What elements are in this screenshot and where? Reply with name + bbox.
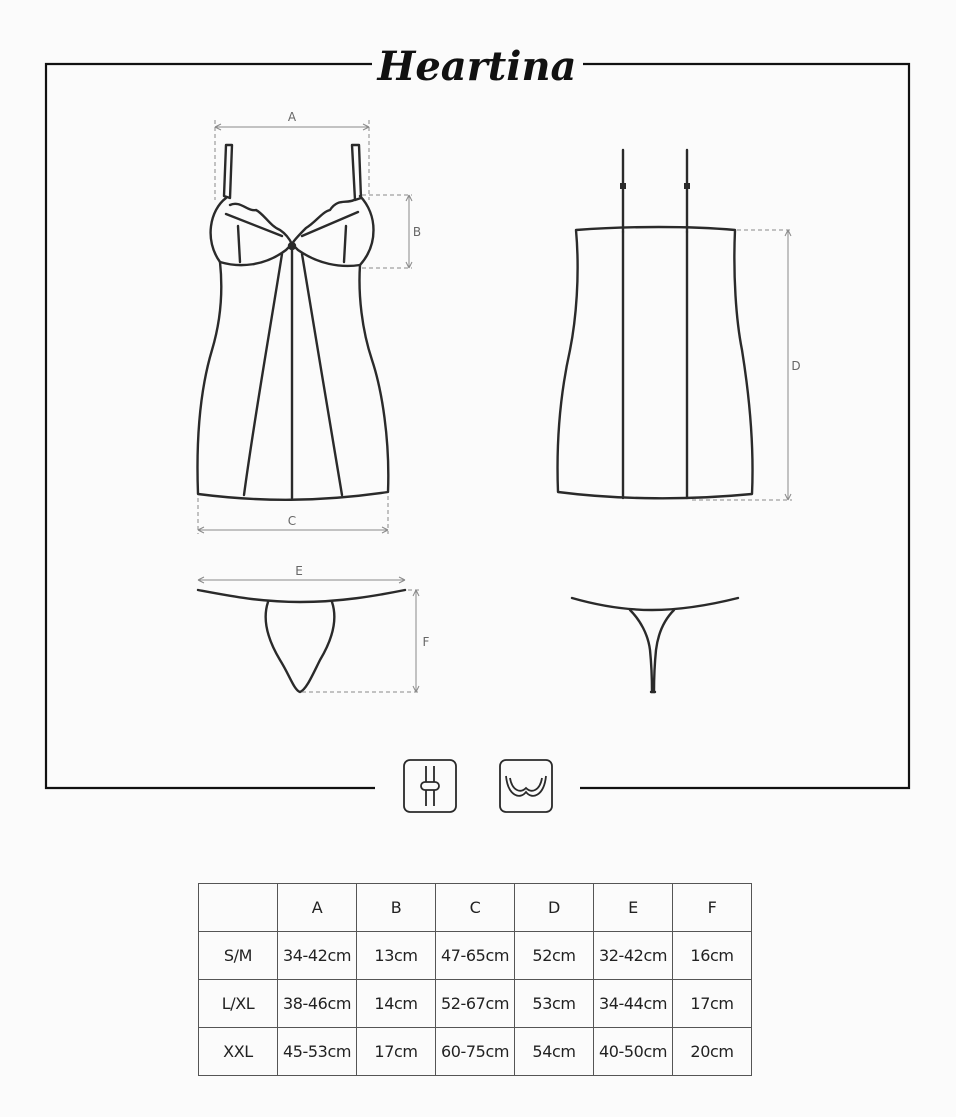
adjustable-strap-icon (404, 760, 456, 812)
size-name-cell: S/M (199, 932, 278, 980)
dim-label-f: F (422, 635, 430, 649)
table-cell: 20cm (673, 1028, 752, 1076)
table-cell: 32-42cm (594, 932, 673, 980)
table-cell: 14cm (357, 980, 436, 1028)
table-cell: 53cm (515, 980, 594, 1028)
size-name-cell: L/XL (199, 980, 278, 1028)
table-header-cell: C (436, 884, 515, 932)
chemise-back-drawing (558, 150, 753, 498)
table-cell: 40-50cm (594, 1028, 673, 1076)
table-row (199, 1028, 752, 1076)
table-cell: 34-44cm (594, 980, 673, 1028)
table-header-cell (199, 884, 278, 932)
dim-label-a: A (287, 110, 297, 124)
table-cell: 47-65cm (436, 932, 515, 980)
dim-label-b: B (412, 225, 422, 239)
dim-label-e: E (295, 564, 303, 578)
table-cell: 45-53cm (278, 1028, 357, 1076)
table-row (199, 980, 752, 1028)
dim-label-c: C (287, 514, 297, 528)
table-cell: 16cm (673, 932, 752, 980)
diagram-frame (46, 64, 909, 788)
table-header-row (199, 884, 752, 932)
dim-label-d: D (791, 359, 801, 373)
table-cell: 52cm (515, 932, 594, 980)
table-header-cell: F (673, 884, 752, 932)
table-row (199, 932, 752, 980)
table-header-cell: B (357, 884, 436, 932)
table-cell: 13cm (357, 932, 436, 980)
size-table (198, 883, 752, 1076)
table-cell: 38-46cm (278, 980, 357, 1028)
size-name-cell: XXL (199, 1028, 278, 1076)
thong-front-drawing (198, 590, 405, 692)
table-cell: 52-67cm (436, 980, 515, 1028)
table-cell: 17cm (673, 980, 752, 1028)
table-cell: 60-75cm (436, 1028, 515, 1076)
underwire-cups-icon (500, 760, 552, 812)
chemise-front-drawing (198, 145, 389, 500)
table-header-cell: D (515, 884, 594, 932)
table-header-cell: A (278, 884, 357, 932)
thong-back-drawing (572, 598, 738, 692)
table-cell: 54cm (515, 1028, 594, 1076)
table-header-cell: E (594, 884, 673, 932)
table-cell: 17cm (357, 1028, 436, 1076)
brand-logo: Heartina (377, 43, 577, 90)
table-cell: 34-42cm (278, 932, 357, 980)
